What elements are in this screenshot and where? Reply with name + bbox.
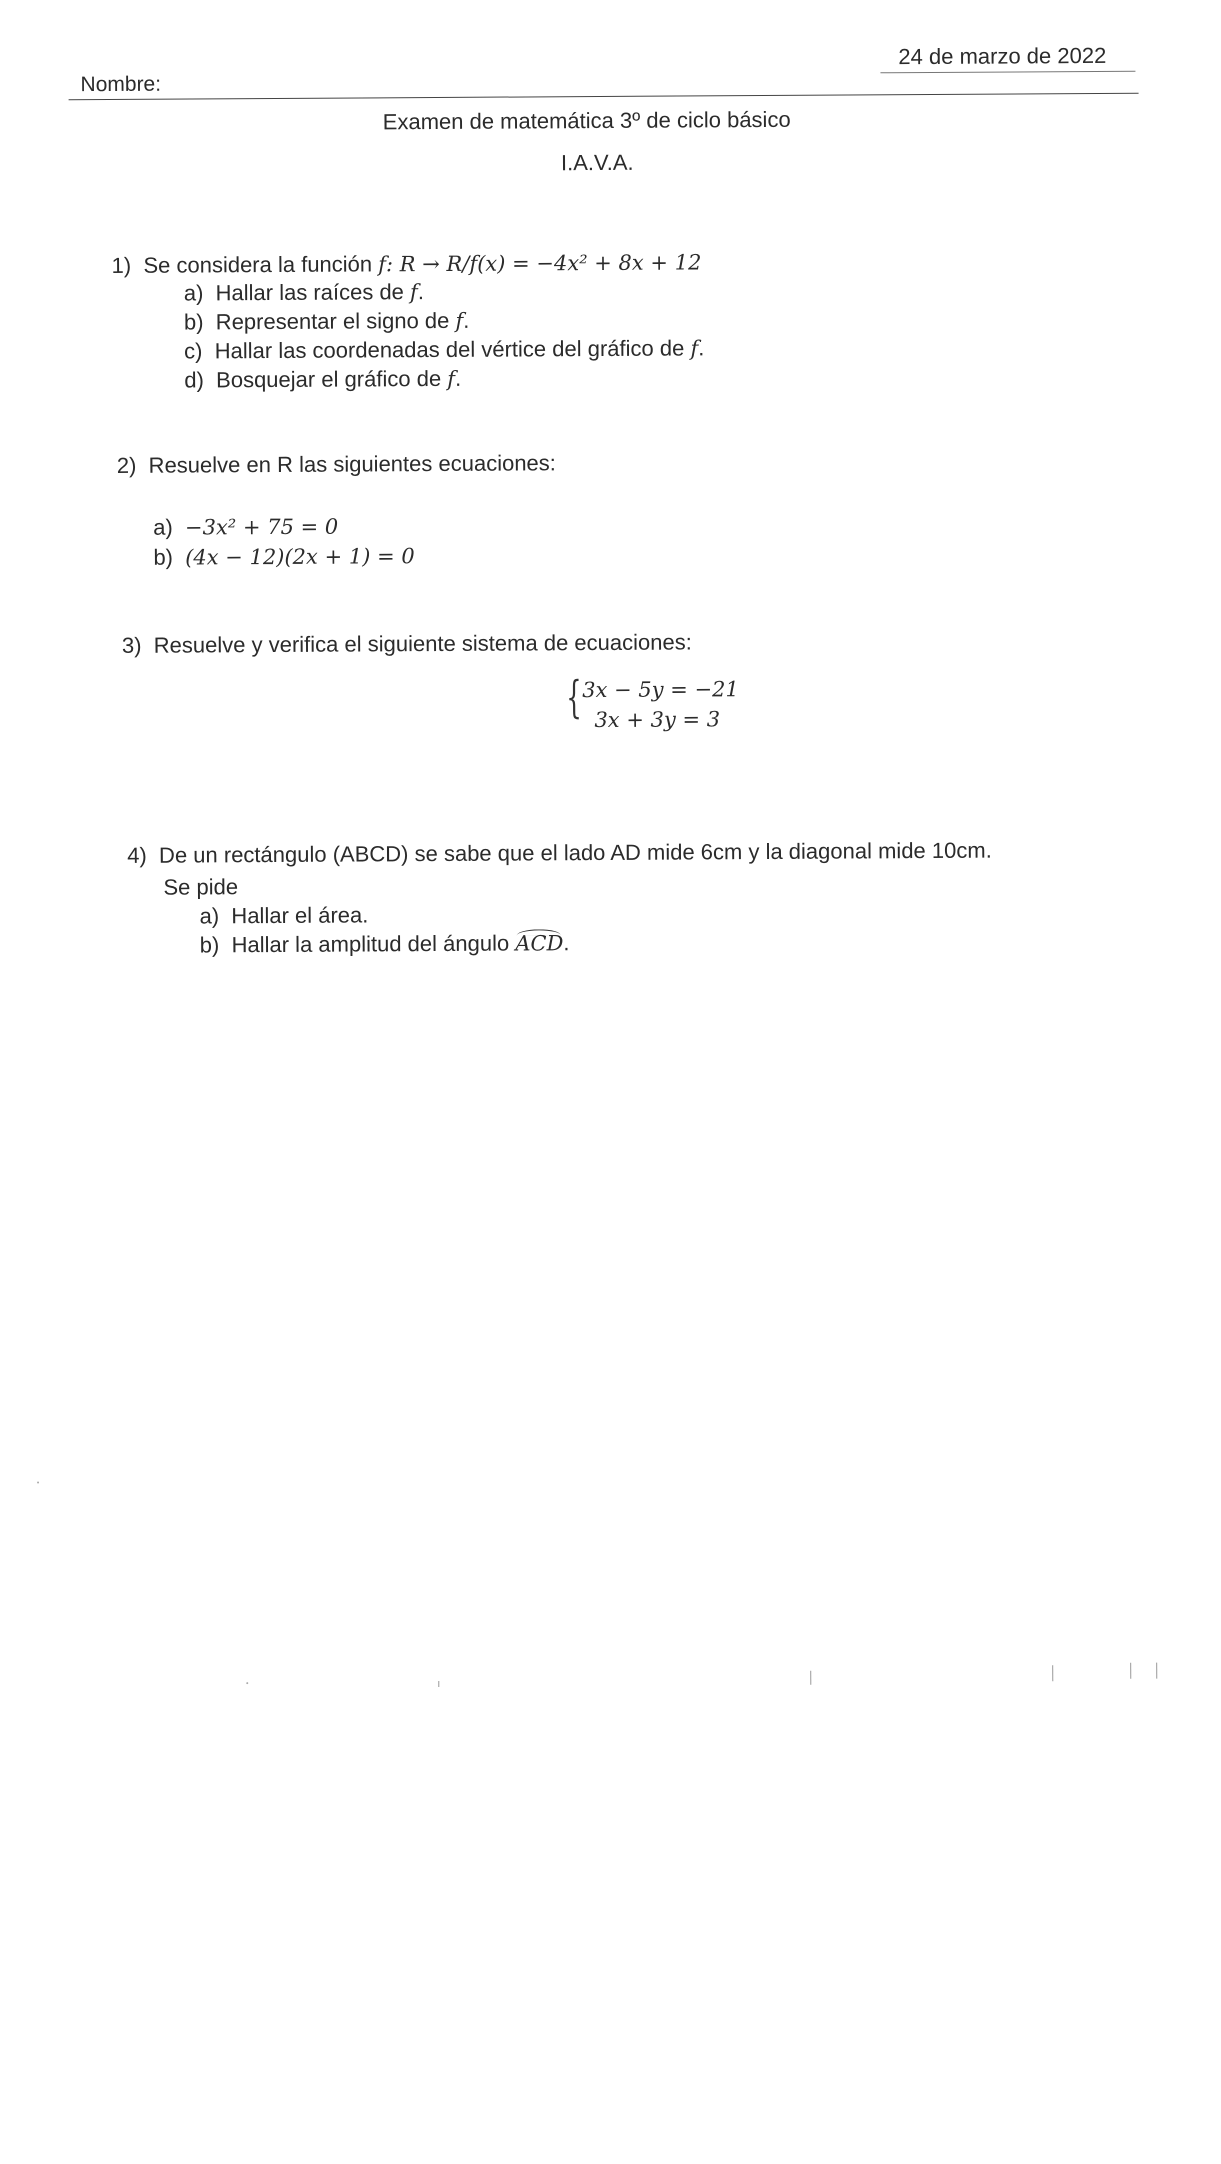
item-var: f — [447, 366, 456, 391]
item-label: b) — [199, 932, 220, 958]
question-text: Resuelve en R las siguientes ecuaciones: — [148, 450, 556, 478]
question-text: Resuelve y verifica el siguiente sistema de ecuaciones: — [153, 629, 692, 658]
question-text: De un rectángulo (ABCD) se sabe que el lado AD mide 6cm y la diagonal mide 10cm. — [158, 837, 992, 868]
equation: (4x − 12)(2x + 1) = 0 — [185, 544, 415, 570]
item-text: Hallar las coordenadas del vértice del gráfico de — [214, 335, 685, 364]
date-underline — [880, 71, 1135, 74]
item-text: Bosquejar el gráfico de — [216, 365, 442, 393]
scan-mark — [1130, 1663, 1131, 1679]
item-end: . — [417, 279, 424, 305]
name-label: Nombre: — [80, 72, 162, 97]
q4-item-b — [200, 930, 570, 958]
question-number: 2) — [116, 452, 137, 478]
q1-item-d — [184, 366, 461, 394]
question-number: 1) — [111, 252, 132, 278]
item-label: d) — [184, 367, 204, 393]
item-end: . — [563, 930, 570, 956]
name-line — [69, 93, 1139, 101]
equation: −3x² + 75 = 0 — [184, 514, 339, 540]
question-number: 4) — [127, 842, 147, 868]
question-1 — [112, 249, 702, 279]
q2-item-b — [153, 543, 414, 571]
system-equation-2: 3x + 3y = 3 — [594, 707, 721, 733]
item-label: c) — [184, 338, 203, 364]
item-end: . — [698, 335, 705, 361]
question-4-text-2: Se pide — [163, 874, 239, 900]
question-3 — [122, 629, 692, 658]
question-text: Se considera la función — [143, 251, 373, 278]
question-number: 3) — [121, 632, 142, 658]
q4-item-a — [200, 902, 369, 929]
item-text: Hallar la amplitud del ángulo — [231, 930, 510, 958]
system-equation-1: 3x − 5y = −21 — [582, 677, 739, 703]
angle-symbol — [515, 931, 563, 955]
item-label: b) — [183, 309, 204, 335]
item-end: . — [463, 307, 470, 333]
item-end: . — [454, 365, 462, 391]
item-label: a) — [153, 514, 173, 540]
item-var: f — [455, 308, 464, 333]
school-name: I.A.V.A. — [560, 149, 634, 176]
q1-item-c — [184, 335, 704, 364]
item-text: Hallar el área. — [231, 902, 369, 929]
scan-mark — [810, 1671, 811, 1685]
angle-arc — [516, 929, 560, 935]
item-var: f — [690, 336, 699, 361]
scan-mark — [438, 1681, 439, 1687]
q1-item-b — [184, 308, 470, 336]
system-brace: { — [566, 672, 582, 724]
q2-item-a — [153, 514, 338, 541]
scan-mark — [1156, 1663, 1157, 1679]
item-label: b) — [153, 544, 174, 570]
function-formula: f: R → R/f(x) = −4x² + 8x + 12 — [378, 250, 702, 277]
scan-mark — [1052, 1665, 1053, 1681]
scan-speck — [246, 1682, 248, 1684]
q1-item-a — [184, 279, 424, 306]
question-2 — [117, 450, 556, 479]
scan-speck — [37, 1481, 39, 1483]
item-text: Hallar las raíces de — [215, 279, 404, 306]
angle-name: ACD — [515, 931, 564, 956]
exam-title: Examen de matemática 3º de ciclo básico — [382, 106, 791, 135]
item-label: a) — [183, 280, 204, 306]
exam-date: 24 de marzo de 2022 — [898, 42, 1107, 70]
question-4 — [127, 838, 992, 869]
item-label: a) — [199, 903, 220, 929]
item-text: Representar el signo de — [215, 307, 450, 335]
item-var: f — [409, 280, 418, 305]
